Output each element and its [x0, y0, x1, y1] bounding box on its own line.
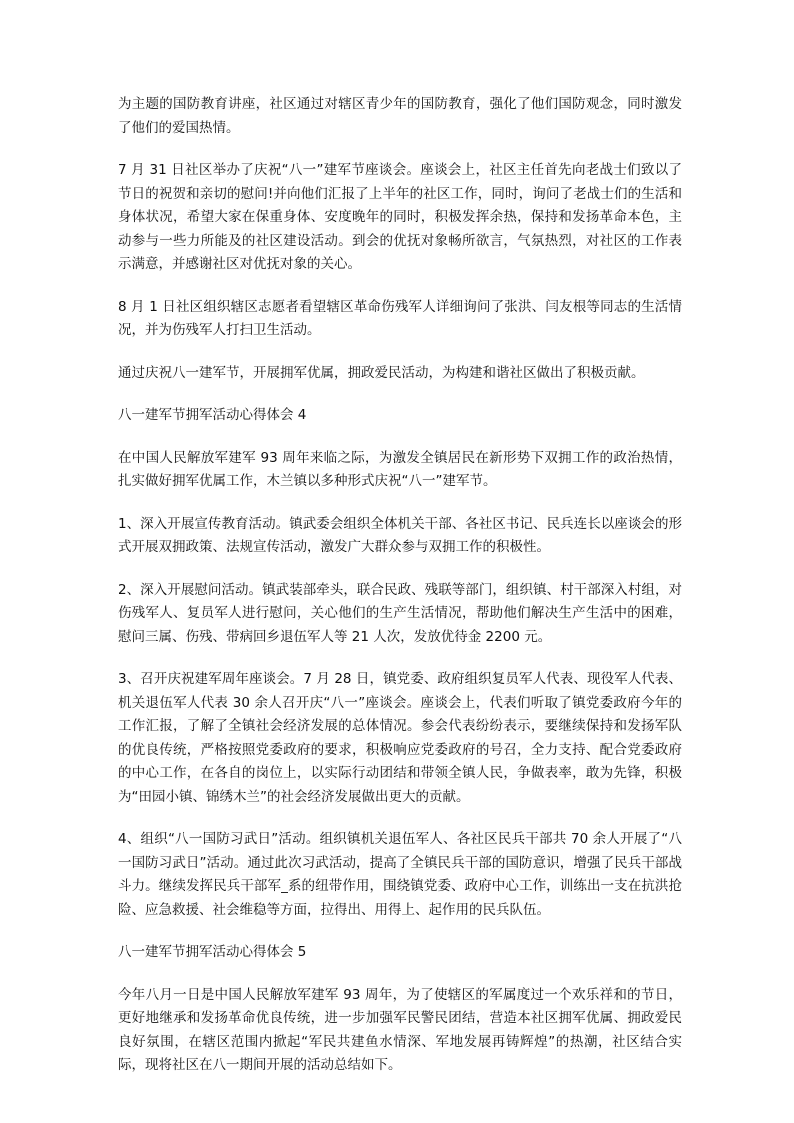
document-body — [118, 93, 682, 1097]
paragraph-4: 通过庆祝八一建军节，开展拥军优属，拥政爱民活动，为构建和谐社区做出了积极贡献。 — [118, 364, 645, 381]
paragraph-9: 4、组织“八一国防习武日”活动。组织镇机关退伍军人、各社区民兵干部共 70 余人开展了“八一国防习武日”活动。通过此次习武活动，提高了全镇民兵干部的国防意识，增强了民兵干部战斗力。继续发挥民兵干部军_系的纽带作用，围绕镇党委、政府中心工作，训练出一支在抗洪抢险、应急救援、社会维稳等方面，拉得出、用得上、起作用的民兵队伍。 — [118, 831, 682, 918]
section-heading-4: 八一建军节拥军活动心得体会 4 — [118, 407, 307, 423]
section-heading-5: 八一建军节拥军活动心得体会 5 — [118, 944, 307, 960]
paragraph-10: 今年八月一日是中国人民解放军建军 93 周年，为了使辖区的军属度过一个欢乐祥和的节日，更好地继承和发扬革命优良传统，进一步加强军民警民团结，营造本社区拥军优属、拥政爱民良好氛围，在辖区范围内掀起“军民共建鱼水情深、军地发展再铸辉煌”的热潮，社区结合实际，现将社区在八一期间开展的活动总结如下。 — [118, 986, 682, 1073]
paragraph-5: 在中国人民解放军建军 93 周年来临之际，为激发全镇居民在新形势下双拥工作的政治热情，扎实做好拥军优属工作，木兰镇以多种形式庆祝“八一”建军节。 — [118, 449, 682, 489]
paragraph-6: 1、深入开展宣传教育活动。镇武委会组织全体机关干部、各社区书记、民兵连长以座谈会的形式开展双拥政策、法规宣传活动，激发广大群众参与双拥工作的积极性。 — [118, 515, 682, 555]
paragraph-3: 8 月 1 日社区组织辖区志愿者看望辖区革命伤残军人详细询问了张洪、闫友根等同志的生活情况，并为伤残军人打扫卫生活动。 — [118, 298, 682, 338]
paragraph-7: 2、深入开展慰问活动。镇武装部牵头，联合民政、残联等部门，组织镇、村干部深入村组，对伤残军人、复员军人进行慰问，关心他们的生产生活情况，帮助他们解决生产生活中的困难，慰问三属、伤残、带病回乡退伍军人等 21 人次，发放优待金 2200 元。 — [118, 581, 682, 645]
paragraph-1: 为主题的国防教育讲座，社区通过对辖区青少年的国防教育，强化了他们国防观念，同时激发了他们的爱国热情。 — [118, 96, 682, 136]
paragraph-2: 7 月 31 日社区举办了庆祝“八一”建军节座谈会。座谈会上，社区主任首先向老战士们致以了节日的祝贺和亲切的慰问!并向他们汇报了上半年的社区工作，同时，询问了老战士们的生活和身体状况，希望大家在保重身体、安度晚年的同时，积极发挥余热，保持和发扬革命本色，主动参与一些力所能及的社区建设活动。到会的优抚对象畅所欲言，气氛热烈，对社区的工作表示满意，并感谢社区对优抚对象的关心。 — [118, 162, 682, 272]
paragraph-8: 3、召开庆祝建军周年座谈会。7 月 28 日，镇党委、政府组织复员军人代表、现役军人代表、机关退伍军人代表 30 余人召开庆“八一”座谈会。座谈会上，代表们听取了镇党委政府今年的工作汇报，了解了全镇社会经济发展的总体情况。参会代表纷纷表示，要继续保持和发扬军队的优良传统，严格按照党委政府的要求，积极响应党委政府的号召，全力支持、配合党委政府的中心工作，在各自的岗位上，以实际行动团结和带领全镇人民，争做表率，敢为先锋，积极为“田园小镇、锦绣木兰”的社会经济发展做出更大的贡献。 — [118, 671, 682, 805]
